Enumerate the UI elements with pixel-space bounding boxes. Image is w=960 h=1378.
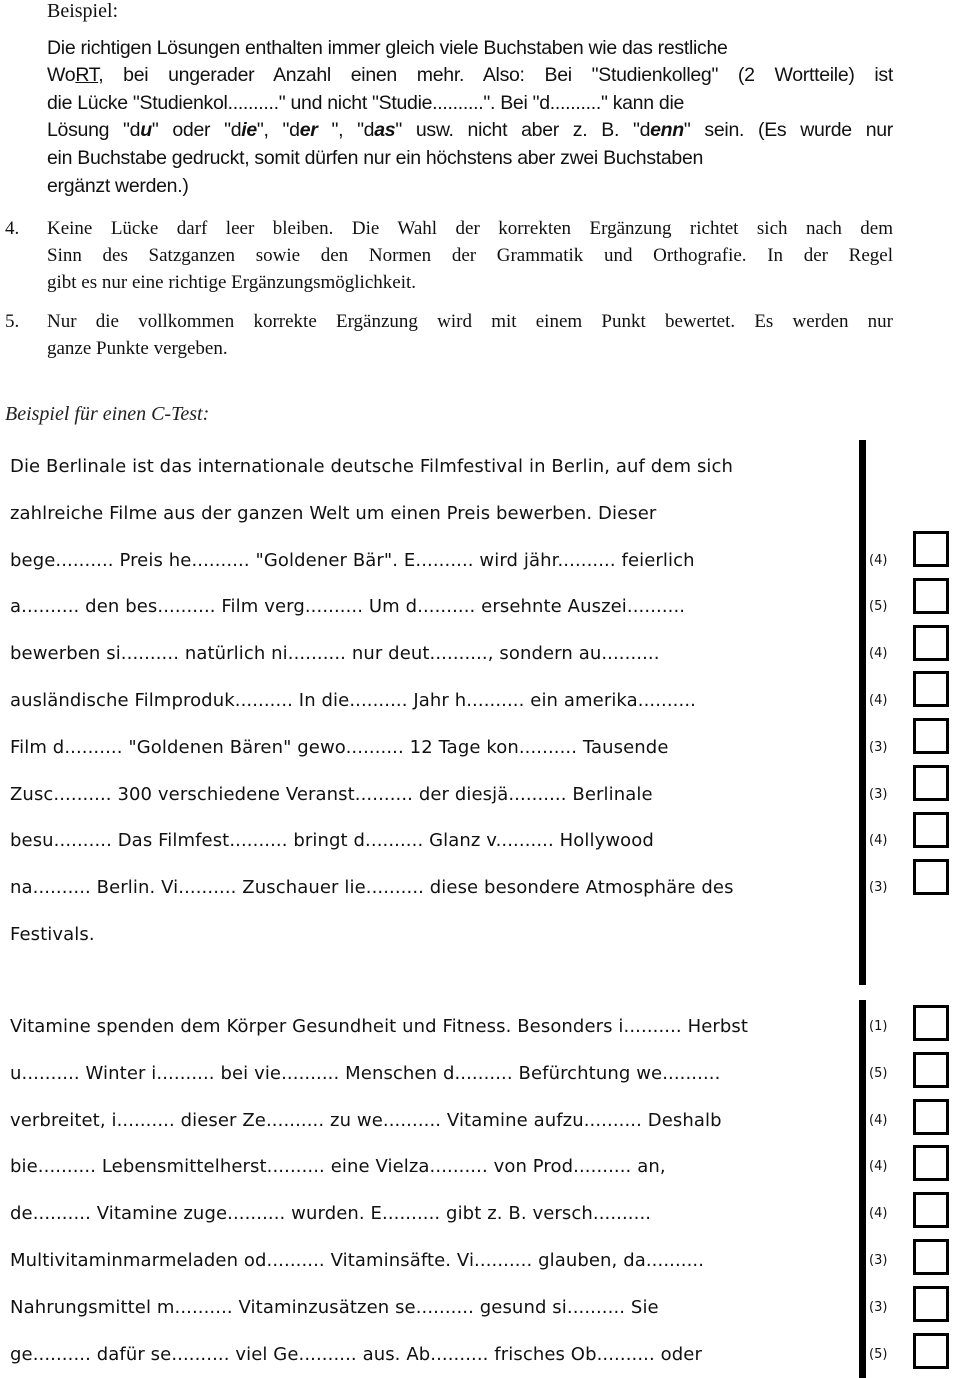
intro-text: ", "d (256, 119, 300, 141)
points-label: (4) (869, 1112, 888, 1128)
ctest-line: besu.......... Das Filmfest.......... bringt d.......... Glanz v.......... Hollywood (10, 830, 654, 852)
ctest-line: na.......... Berlin. Vi.......... Zuschauer lie.......... diese besondere Atmosphäre des (10, 877, 734, 899)
score-checkbox[interactable] (913, 812, 949, 848)
rule-line: Nur die vollkommen korrekte Ergänzung wird mit einem Punkt bewertet. Es werden nur (47, 311, 893, 332)
rule-line: Sinn des Satzganzen sowie den Normen der Grammatik und Orthografie. In der Regel (47, 245, 893, 266)
emphasized-text: enn (650, 119, 684, 141)
score-checkbox[interactable] (913, 765, 949, 801)
score-checkbox[interactable] (913, 1145, 949, 1181)
intro-text: ergänzt werden.) (47, 175, 189, 197)
intro-line (47, 175, 893, 198)
points-label: (4) (869, 833, 888, 849)
points-label: (5) (869, 1065, 888, 1081)
rule-number: 5. (5, 311, 20, 332)
points-label: (5) (869, 599, 888, 615)
intro-text: Die richtigen Lösungen enthalten immer gleich viele Buchstaben wie das restliche (47, 37, 728, 59)
score-checkbox[interactable] (913, 1192, 949, 1228)
score-checkbox[interactable] (913, 1052, 949, 1088)
ctest-line: bie.......... Lebensmittelherst.......... eine Vielza.......... von Prod.......... an, (10, 1156, 666, 1178)
score-checkbox[interactable] (913, 1286, 949, 1322)
intro-text: " usw. nicht aber z. B. "d (395, 119, 651, 141)
example-heading: Beispiel: (47, 0, 119, 22)
ctest-line: de.......... Vitamine zuge.......... wurden. E.......... gibt z. B. versch.......... (10, 1203, 652, 1225)
rule-line: ganze Punkte vergeben. (47, 338, 228, 359)
emphasized-text: u (140, 119, 152, 141)
intro-line (47, 37, 893, 60)
emphasized-text: er (299, 119, 318, 141)
points-label: (4) (869, 1206, 888, 1222)
points-label: (4) (869, 1159, 888, 1175)
points-label: (4) (869, 552, 888, 568)
ctest-title: Beispiel für einen C-Test: (5, 403, 210, 425)
intro-line (47, 119, 893, 142)
intro-text: , bei ungerader Anzahl einen mehr. Also: Bei "Studienkolleg" (2 Wortteile) ist (98, 64, 893, 86)
points-label: (3) (869, 1299, 888, 1315)
intro-line (47, 147, 893, 170)
ctest-line: Film d.......... "Goldenen Bären" gewo.......... 12 Tage kon.......... Tausende (10, 736, 669, 758)
ctest-line: zahlreiche Filme aus der ganzen Welt um einen Preis bewerben. Dieser (10, 502, 657, 524)
score-checkbox[interactable] (913, 531, 949, 567)
ctest-line: a.......... den bes.......... Film verg.......... Um d.......... ersehnte Auszei.......... (10, 596, 686, 618)
ctest-line: Multivitaminmarmeladen od.......... Vitaminsäfte. Vi.......... glauben, da.......... (10, 1250, 705, 1271)
intro-text: " sein. (Es wurde nur (683, 119, 894, 141)
ctest-line: bewerben si.......... natürlich ni.......... nur deut.........., sondern au.......... (10, 643, 660, 665)
intro-text: " oder "d (151, 119, 242, 141)
score-checkbox[interactable] (913, 578, 949, 614)
ctest-line: u.......... Winter i.......... bei vie.......... Menschen d.......... Befürchtung we.......... (10, 1062, 721, 1084)
ctest-line: Vitamine spenden dem Körper Gesundheit und Fitness. Besonders i.......... Herbst (10, 1016, 749, 1037)
score-checkbox[interactable] (913, 1005, 949, 1041)
score-checkbox[interactable] (913, 1239, 949, 1275)
points-label: (3) (869, 1253, 888, 1268)
score-checkbox[interactable] (913, 625, 949, 661)
points-label: (4) (869, 646, 888, 662)
ctest-line: ge.......... dafür se.......... viel Ge.......... aus. Ab.......... frisches Ob.......... oder (10, 1343, 702, 1365)
intro-line (47, 64, 893, 87)
emphasized-text: as (374, 119, 396, 141)
points-label: (3) (869, 786, 888, 802)
intro-text: Lösung "d (47, 119, 141, 141)
rule-line: gibt es nur eine richtige Ergänzungsmöglichkeit. (47, 272, 416, 293)
score-checkbox[interactable] (913, 718, 949, 754)
intro-text: die Lücke "Studienkol.........." und nicht "Studie..........". Bei "d.........." kann die (47, 92, 685, 114)
intro-text: ", "d (317, 119, 375, 141)
points-label: (4) (869, 693, 888, 708)
points-label: (3) (869, 880, 888, 896)
ctest-line: ausländische Filmproduk.......... In die.......... Jahr h.......... ein amerika.......... (10, 690, 696, 711)
ctest-line: Die Berlinale ist das internationale deutsche Filmfestival in Berlin, auf dem sich (10, 456, 734, 477)
intro-line (47, 92, 893, 115)
rule-line: Keine Lücke darf leer bleiben. Die Wahl der korrekten Ergänzung richtet sich nach dem (47, 218, 893, 239)
rule-number: 4. (5, 218, 20, 239)
points-label: (3) (869, 739, 888, 755)
emphasized-text: ie (241, 119, 257, 141)
intro-text: ein Buchstabe gedruckt, somit dürfen nur ein höchstens aber zwei Buchstaben (47, 147, 704, 169)
ctest-line: bege.......... Preis he.......... "Goldener Bär". E.......... wird jähr.......... feierlich (10, 549, 695, 571)
underlined-text: RT (75, 64, 99, 86)
score-checkbox[interactable] (913, 1099, 949, 1135)
score-checkbox[interactable] (913, 859, 949, 895)
ctest-line: Nahrungsmittel m.......... Vitaminzusätzen se.......... gesund si.......... Sie (10, 1296, 659, 1318)
intro-text: Wo (47, 64, 76, 86)
ctest-line: verbreitet, i.......... dieser Ze.......... zu we.......... Vitamine aufzu.......... Deshalb (10, 1109, 722, 1131)
score-checkbox[interactable] (913, 671, 949, 707)
points-label: (1) (869, 1019, 888, 1034)
test-divider-bar (859, 440, 866, 985)
points-label: (5) (869, 1346, 888, 1362)
test-divider-bar (859, 1000, 866, 1378)
score-checkbox[interactable] (913, 1333, 949, 1369)
ctest-line: Festivals. (10, 924, 95, 945)
ctest-line: Zusc.......... 300 verschiedene Veranst.......... der diesjä.......... Berlinale (10, 783, 653, 805)
